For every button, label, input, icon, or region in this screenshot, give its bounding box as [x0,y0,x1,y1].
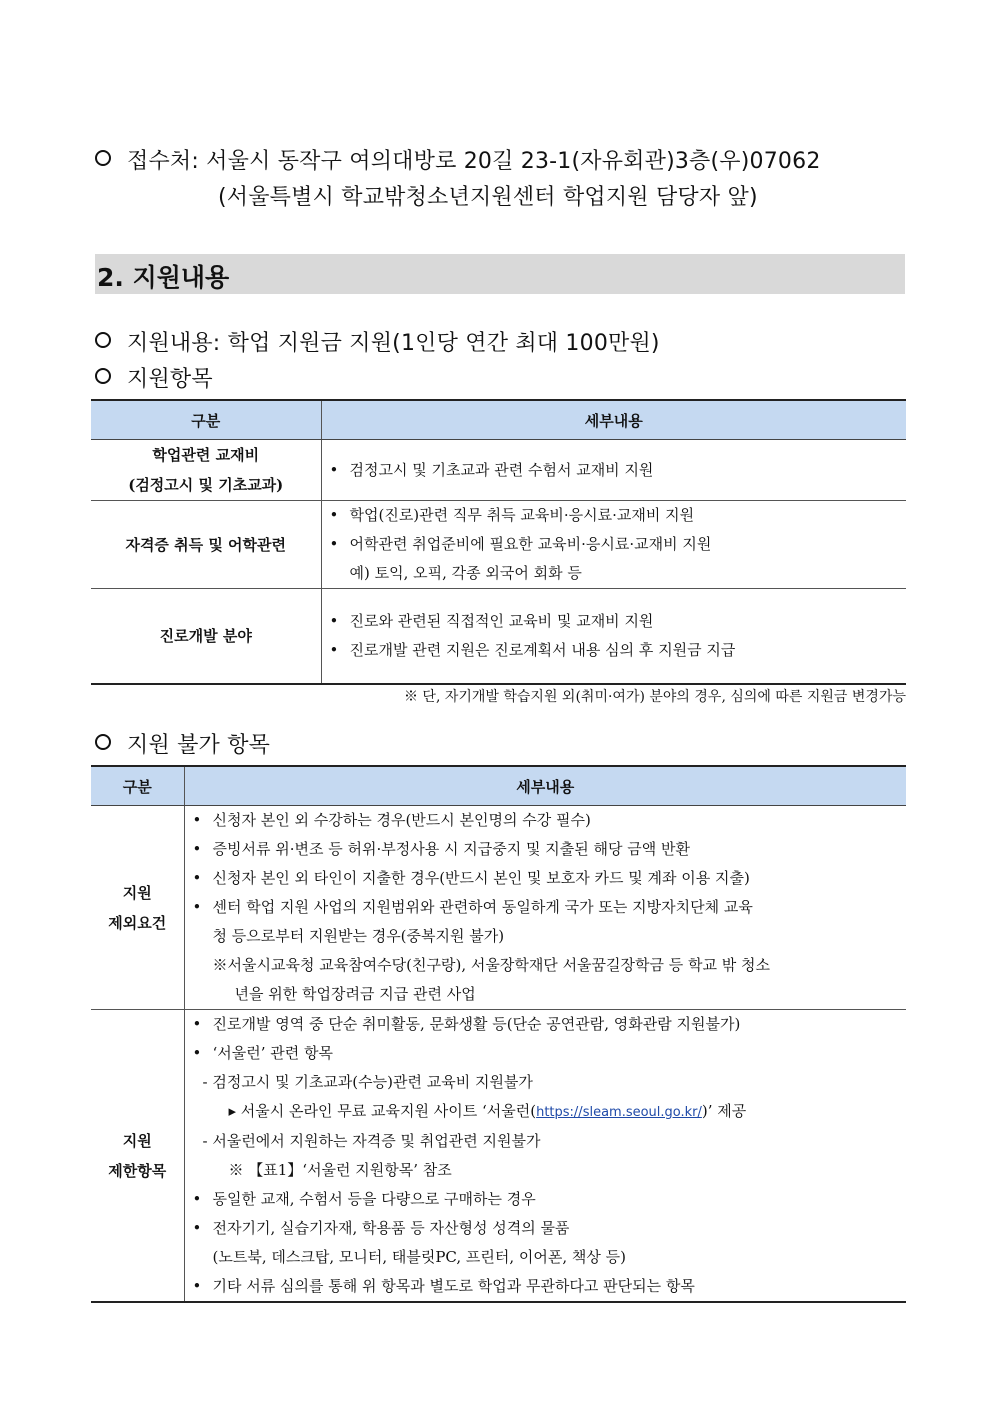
table-row [91,589,906,684]
row-detail [184,806,906,1010]
row-category [91,501,321,589]
section-title: 2. 지원내용 [97,263,230,292]
table-row [91,806,906,1010]
bullet-item: • 학업(진로)관련 직무 취득 교육비·응시료·교재비 지원 [328,501,907,530]
row-category [91,589,321,684]
bullet-item: • 센터 학업 지원 사업의 지원범위와 관련하여 동일하게 국가 또는 지방자치단체 교육 [191,893,907,922]
bullet-item: • 검정고시 및 기초교과 관련 수험서 교재비 지원 [328,456,907,485]
reference-note: ※ 【표1】‘서울런 지원항목’ 참조 [228,1161,452,1179]
continuation-line: 예) 토익, 오픽, 각종 외국어 회화 등 [349,564,582,582]
sub-item: - 검정고시 및 기초교과(수능)관련 교육비 지원불가 [202,1073,533,1091]
bullet-item: • 신청자 본인 외 타인이 지출한 경우(반드시 본인 및 보호자 카드 및 계좌 이용 지출) [191,864,907,893]
category-label: 학업관련 교재비 [152,446,260,464]
continuation-line: 청 등으로부터 지원받는 경우(중복지원 불가) [212,927,505,945]
continuation-line: 년을 위한 학업장려금 지급 관련 사업 [234,985,476,1003]
table1-note: ※ 단, 자기개발 학습지원 외(취미·여가) 분야의 경우, 심의에 따른 지원금 변경가능 [403,689,906,705]
table-header-detail: 세부내용 [321,400,906,440]
reception-line-2: (서울특별시 학교밖청소년지원센터 학업지원 담당자 앞) [218,185,758,210]
row-category [91,440,321,501]
continuation-line: (노트북, 데스크탑, 모니터, 태블릿PC, 프린터, 이어폰, 책상 등) [212,1248,627,1266]
table-header-category: 구분 [91,766,184,806]
circle-bullet-icon [95,734,111,750]
category-label: 제외요건 [108,913,167,932]
support-items-heading: 지원항목 [95,362,213,393]
sub-item: - 서울런에서 지원하는 자격증 및 취업관련 지원불가 [202,1132,541,1150]
category-label: 지원 [122,883,152,902]
bullet-item: • 동일한 교재, 수험서 등을 다량으로 구매하는 경우 [191,1185,907,1214]
row-category [91,806,184,1010]
table-row [91,440,906,501]
table-header-category: 구분 [91,400,321,440]
bullet-item: • 진로개발 관련 지원은 진로계획서 내용 심의 후 지원금 지급 [328,636,907,665]
bullet-item: • ‘서울런’ 관련 항목 [191,1039,907,1068]
seoul-learn-site-line [191,1097,907,1127]
category-label: 지원 [122,1131,152,1150]
category-label: 진로개발 분야 [159,626,252,645]
category-label: 제한항목 [108,1161,167,1180]
row-detail [321,501,906,589]
bullet-item: • 증빙서류 위·변조 등 허위·부정사용 시 지급중지 및 지출된 해당 금액 반환 [191,835,907,864]
table-row [91,501,906,589]
bullet-item: • 기타 서류 심의를 통해 위 항목과 별도로 학업과 무관하다고 판단되는 항목 [191,1272,907,1301]
table-header-detail: 세부내용 [184,766,906,806]
bullet-item: • 전자기기, 실습기자재, 학용품 등 자산형성 성격의 물품 [191,1214,907,1243]
circle-bullet-icon [95,150,111,166]
circle-bullet-icon [95,368,111,384]
category-label: (검정고시 및 기초교과) [128,476,284,494]
bullet-item: • 진로개발 영역 중 단순 취미활동, 문화생활 등(단순 공연관람, 영화관람 지원불가) [191,1010,907,1039]
circle-bullet-icon [95,332,111,348]
section-header-bar [95,254,905,294]
bullet-item: • 어학관련 취업준비에 필요한 교육비·응시료·교재비 지원 [328,530,907,559]
support-items-table [91,399,906,685]
bullet-item: • 신청자 본인 외 수강하는 경우(반드시 본인명의 수강 필수) [191,806,907,835]
excluded-items-heading: 지원 불가 항목 [95,728,270,759]
reception-line-1: 접수처: 서울시 동작구 여의대방로 20길 23-1(자유회관)3층(우)07062 [95,144,821,175]
excluded-items-table [91,765,906,1303]
row-detail [321,440,906,501]
link-suffix: )’ 제공 [701,1102,747,1120]
support-content-line: 지원내용: 학업 지원금 지원(1인당 연간 최대 100만원) [95,326,660,357]
table-row [91,1010,906,1303]
category-label: 자격증 취득 및 어학관련 [125,535,287,554]
row-category [91,1010,184,1303]
link-prefix: ▸ 서울시 온라인 무료 교육지원 사이트 ‘서울런( [228,1102,537,1120]
continuation-line: ※서울시교육청 교육참여수당(친구랑), 서울장학재단 서울꿈길장학금 등 학교 밖 청소 [212,956,771,974]
row-detail [321,589,906,684]
row-detail [184,1010,906,1303]
bullet-item: • 진로와 관련된 직접적인 교육비 및 교재비 지원 [328,607,907,636]
seoul-learn-link[interactable]: https://sleam.seoul.go.kr/ [536,1105,702,1120]
